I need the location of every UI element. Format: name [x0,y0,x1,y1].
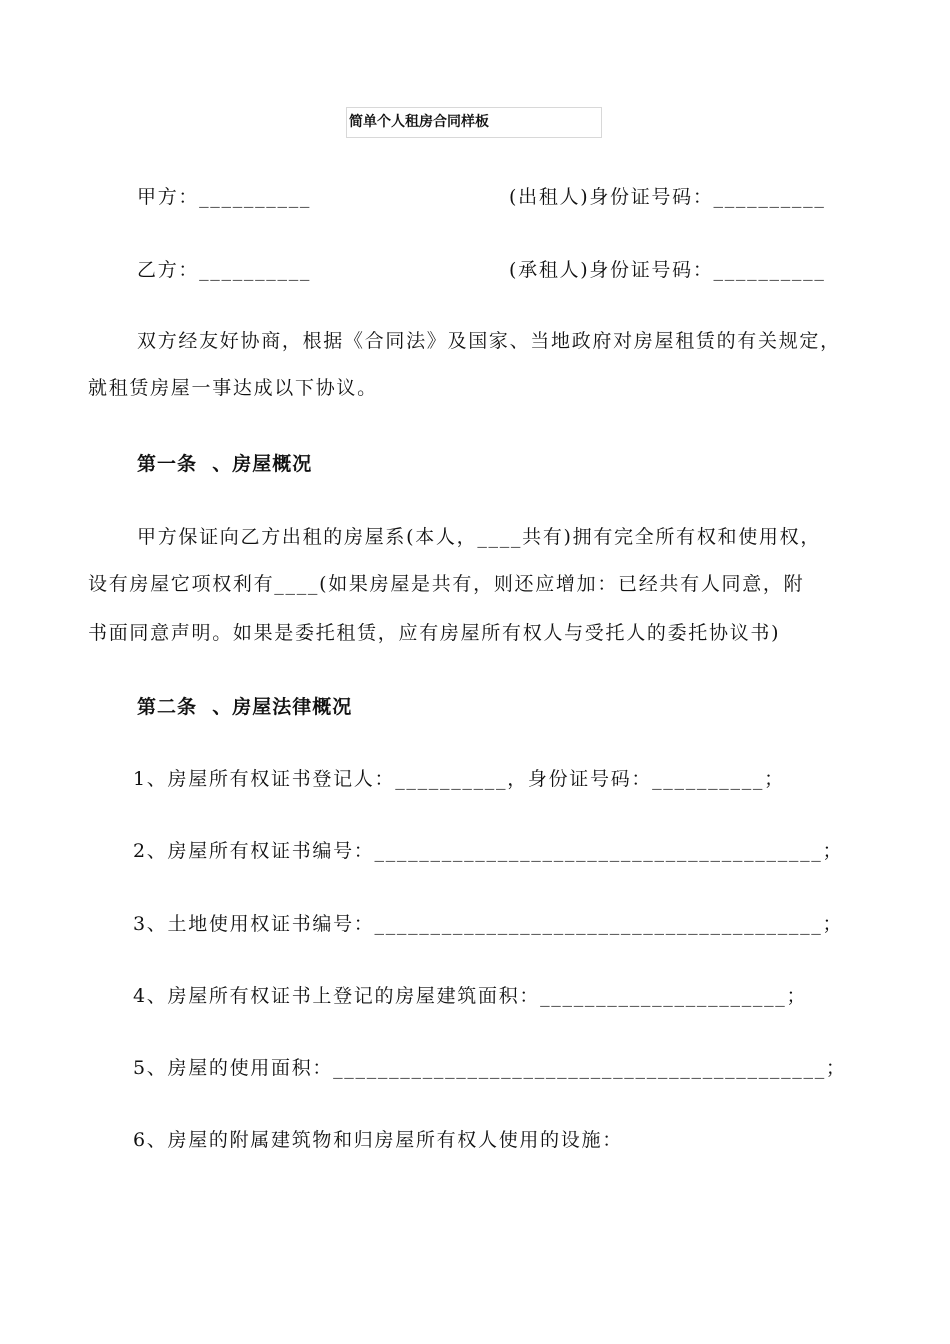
article-2-item-4: 4、房屋所有权证书上登记的房屋建筑面积：______________________； [133,985,808,1007]
article-2-item-3: 3、土地使用权证书编号：________________________________________； [133,913,844,935]
party-a-id-line: (出租人)身份证号码：__________ [509,186,826,208]
document-title: 简单个人租房合同样板 [346,107,602,138]
article-2-item-1: 1、房屋所有权证书登记人：__________，身份证号码：__________； [133,768,785,790]
article-2-item-2: 2、房屋所有权证书编号：________________________________________； [133,840,844,862]
intro-line-1: 双方经友好协商，根据《合同法》及国家、当地政府对房屋租赁的有关规定， [137,330,841,352]
article-1-line-3: 书面同意声明。如果是委托租赁，应有房屋所有权人与受托人的委托协议书) [88,622,781,644]
article-1-line-1: 甲方保证向乙方出租的房屋系(本人，____共有)拥有完全所有权和使用权， [137,526,822,548]
article-2-item-6: 6、房屋的附属建筑物和归房屋所有权人使用的设施： [133,1129,623,1151]
article-1-heading: 第一条 、房屋概况 [137,453,313,475]
article-1-line-2: 设有房屋它项权利有____(如果房屋是共有，则还应增加：已经共有人同意，附 [88,573,805,595]
party-b-id-line: (承租人)身份证号码：__________ [509,259,826,281]
party-a-line: 甲方：__________ [137,186,312,208]
intro-line-2: 就租赁房屋一事达成以下协议。 [88,377,378,399]
party-b-line: 乙方：__________ [137,259,312,281]
article-2-item-5: 5、房屋的使用面积：____________________________________________； [133,1057,847,1079]
article-2-heading: 第二条 、房屋法律概况 [137,696,353,718]
